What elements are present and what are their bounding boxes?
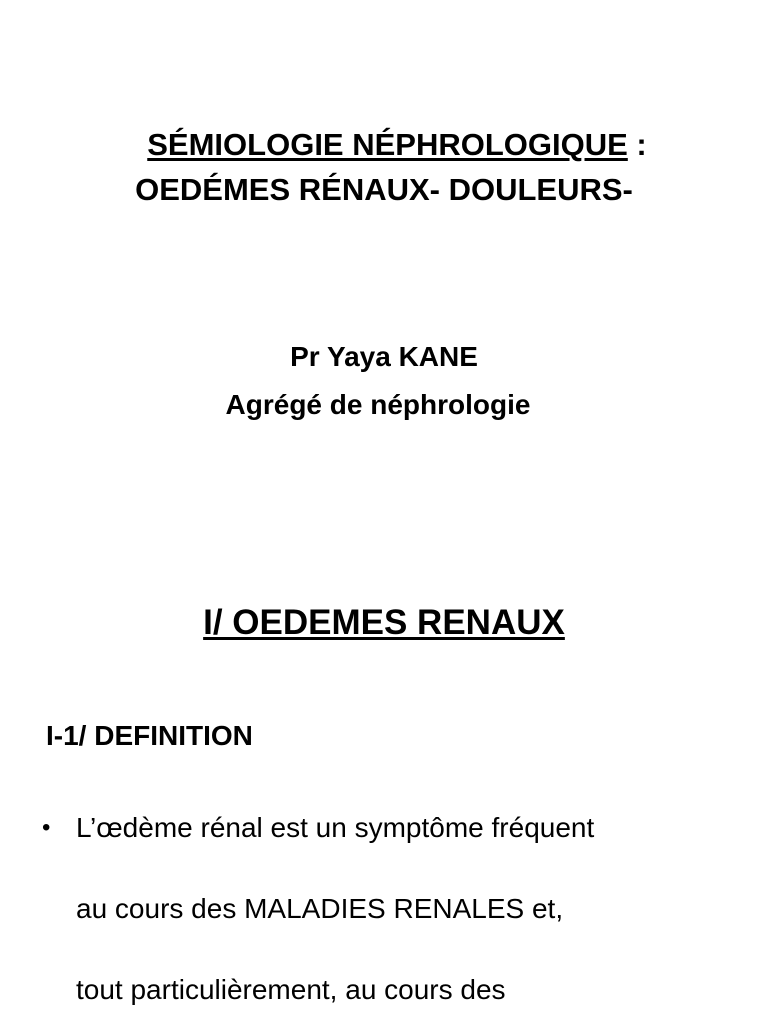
author-role: Agrégé de néphrologie — [225, 389, 531, 420]
title-separator: : — [627, 127, 647, 162]
document-title — [0, 122, 768, 212]
author-name: Pr Yaya KANE — [290, 341, 478, 372]
bullet-list — [40, 804, 740, 1024]
author-block — [0, 333, 768, 429]
bullet-marker: • — [42, 814, 51, 841]
title-line-1 — [0, 122, 768, 167]
bullet-line: au cours des MALADIES RENALES et, — [76, 893, 564, 924]
title-main: SÉMIOLOGIE NÉPHROLOGIQUE — [147, 127, 628, 162]
list-item — [40, 804, 740, 1014]
bullet-line: tout particulièrement, au cours des — [76, 974, 506, 1005]
subsection-heading: I-1/ DEFINITION — [46, 720, 253, 751]
section-heading — [0, 598, 768, 648]
section-heading-text: I/ OEDEMES RENAUX — [203, 603, 565, 642]
bullet-line: L’œdème rénal est un symptôme fréquent — [76, 812, 595, 843]
title-subtitle: OEDÉMES RÉNAUX- DOULEURS- — [135, 172, 633, 207]
